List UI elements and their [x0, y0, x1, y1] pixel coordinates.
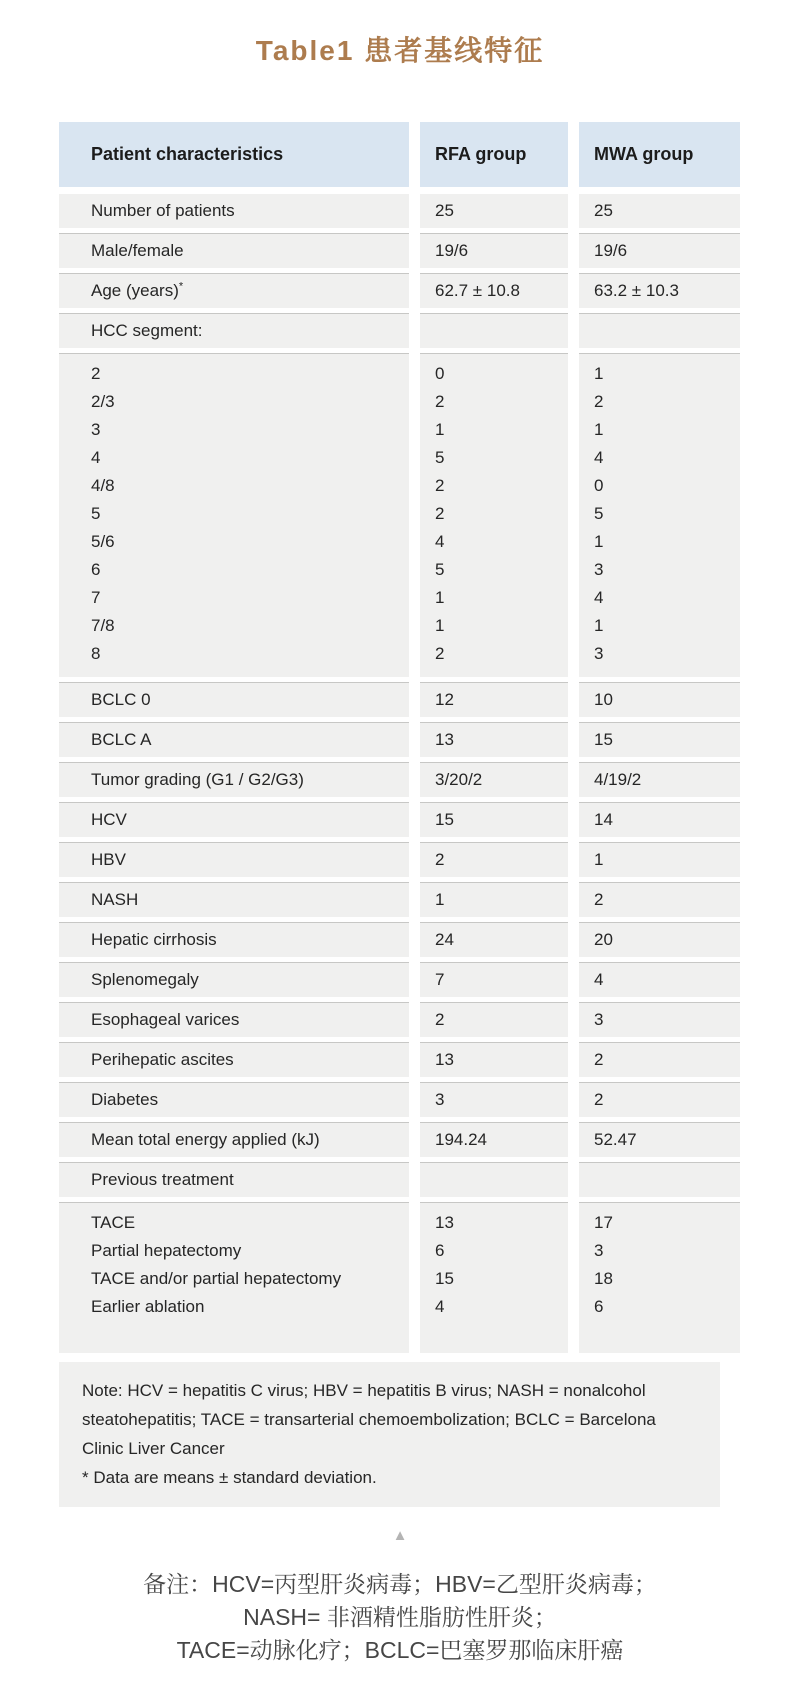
cell-rfa: 3/20/2	[420, 762, 568, 797]
cell-label: HBV	[59, 842, 409, 877]
table-row	[59, 273, 740, 308]
cell-label: BCLC A	[59, 722, 409, 757]
cell-label: Number of patients	[59, 194, 409, 228]
table-row	[59, 1122, 740, 1157]
cell-mwa: 19/6	[579, 233, 740, 268]
cell-line: 6	[594, 1297, 604, 1316]
cell-label: Perihepatic ascites	[59, 1042, 409, 1077]
cell-line: TACE and/or partial hepatectomy	[91, 1269, 342, 1288]
cell-line: 1	[594, 616, 604, 635]
footnote-line: Clinic Liver Cancer	[82, 1439, 225, 1458]
cell-mwa	[579, 1162, 740, 1197]
cell-mwa: 20	[579, 922, 740, 957]
cell-line: 0	[435, 364, 445, 383]
cell-line: 2	[435, 504, 445, 523]
cell-mwa: 4	[579, 962, 740, 997]
table-row	[59, 1002, 740, 1037]
table-row	[59, 802, 740, 837]
cell-line: Partial hepatectomy	[91, 1241, 242, 1260]
cell-label: NASH	[59, 882, 409, 917]
cell-line: 2	[594, 392, 604, 411]
chinese-caption	[0, 1568, 800, 1667]
patient-characteristics-table	[59, 122, 740, 1353]
cell-label	[59, 1202, 409, 1353]
cell-line: 17	[594, 1213, 613, 1232]
cell-label: HCC segment:	[59, 313, 409, 348]
cell-line: 4	[594, 588, 604, 607]
cell-label: Tumor grading (G1 / G2/G3)	[59, 762, 409, 797]
footnote-block	[59, 1362, 720, 1507]
table-row	[59, 922, 740, 957]
cell-rfa: 25	[420, 194, 568, 228]
cell-mwa	[579, 1202, 740, 1353]
table-row	[59, 1202, 740, 1353]
cell-line: 5	[594, 504, 604, 523]
cell-mwa: 3	[579, 1002, 740, 1037]
cell-label: Mean total energy applied (kJ)	[59, 1122, 409, 1157]
cell-line: 3	[594, 644, 604, 663]
table-row	[59, 233, 740, 268]
cell-mwa: 63.2 ± 10.3	[579, 273, 740, 308]
cell-line: 13	[435, 1213, 454, 1232]
cell-line: 4	[435, 532, 445, 551]
cell-line: 6	[91, 560, 101, 579]
cell-line: 1	[435, 588, 445, 607]
cell-line: 1	[594, 532, 604, 551]
cell-rfa: 19/6	[420, 233, 568, 268]
table-row	[59, 1082, 740, 1117]
footnote-line: Note: HCV = hepatitis C virus; HBV = hepatitis B virus; NASH = nonalcohol	[82, 1381, 646, 1400]
caption-line: TACE=动脉化疗；BCLC=巴塞罗那临床肝癌	[176, 1637, 624, 1663]
table-row	[59, 842, 740, 877]
cell-line: 7	[91, 588, 101, 607]
cell-line: 5	[91, 504, 101, 523]
table-row	[59, 353, 740, 677]
footnote-line: steatohepatitis; TACE = transarterial chemoembolization; BCLC = Barcelona	[82, 1410, 656, 1429]
cell-line: 3	[91, 420, 101, 439]
cell-line: TACE	[91, 1213, 136, 1232]
cell-mwa	[579, 353, 740, 677]
header-patient-characteristics: Patient characteristics	[59, 122, 409, 187]
cell-line: 4/8	[91, 476, 115, 495]
cell-label: Splenomegaly	[59, 962, 409, 997]
cell-mwa: 10	[579, 682, 740, 717]
cell-rfa: 62.7 ± 10.8	[420, 273, 568, 308]
cell-rfa: 3	[420, 1082, 568, 1117]
table-body	[59, 194, 740, 1353]
header-rfa-group: RFA group	[420, 122, 568, 187]
cell-line: 2/3	[91, 392, 115, 411]
cell-line: 1	[435, 616, 445, 635]
cell-label: Male/female	[59, 233, 409, 268]
cell-line: 2	[435, 476, 445, 495]
table-header-row	[59, 122, 740, 187]
table-row	[59, 722, 740, 757]
table-title: Table1 患者基线特征	[255, 35, 545, 66]
table-row	[59, 962, 740, 997]
cell-line: 4	[435, 1297, 445, 1316]
cell-rfa: 2	[420, 1002, 568, 1037]
cell-line: 15	[435, 1269, 454, 1288]
header-mwa-group: MWA group	[579, 122, 740, 187]
cell-rfa	[420, 313, 568, 348]
cell-line: 4	[91, 448, 101, 467]
cell-mwa	[579, 313, 740, 348]
table-row	[59, 313, 740, 348]
cell-label: Previous treatment	[59, 1162, 409, 1197]
cell-rfa	[420, 353, 568, 677]
cell-line: 4	[594, 448, 604, 467]
cell-label: Esophageal varices	[59, 1002, 409, 1037]
cell-line: 3	[594, 1241, 604, 1260]
caption-line: 备注：HCV=丙型肝炎病毒；HBV=乙型肝炎病毒；	[143, 1571, 657, 1597]
table-row	[59, 194, 740, 228]
cell-line: 3	[594, 560, 604, 579]
cell-line: 5	[435, 448, 445, 467]
cell-line: 1	[594, 420, 604, 439]
cell-rfa: 13	[420, 722, 568, 757]
cell-line: 6	[435, 1241, 445, 1260]
cell-mwa: 15	[579, 722, 740, 757]
cell-mwa: 25	[579, 194, 740, 228]
cell-line: 1	[435, 420, 445, 439]
cell-label	[59, 353, 409, 677]
cell-label: BCLC 0	[59, 682, 409, 717]
cell-rfa: 24	[420, 922, 568, 957]
table-row	[59, 882, 740, 917]
cell-rfa: 194.24	[420, 1122, 568, 1157]
caption-line: NASH= 非酒精性脂肪性肝炎；	[243, 1604, 557, 1630]
cell-rfa	[420, 1162, 568, 1197]
triangle-up-icon: ▲	[392, 1527, 408, 1544]
cell-label: HCV	[59, 802, 409, 837]
table-row	[59, 1042, 740, 1077]
cell-line: 2	[435, 392, 445, 411]
cell-line: 2	[91, 364, 101, 383]
cell-line: 5/6	[91, 532, 115, 551]
cell-mwa: 2	[579, 882, 740, 917]
table-row	[59, 682, 740, 717]
cell-line: 18	[594, 1269, 613, 1288]
cell-line: 7/8	[91, 616, 115, 635]
cell-label: Hepatic cirrhosis	[59, 922, 409, 957]
cell-mwa: 4/19/2	[579, 762, 740, 797]
cell-mwa: 14	[579, 802, 740, 837]
table-row	[59, 762, 740, 797]
cell-line: 0	[594, 476, 604, 495]
cell-rfa: 2	[420, 842, 568, 877]
cell-line: 2	[435, 644, 445, 663]
cell-label: Diabetes	[59, 1082, 409, 1117]
cell-line: 8	[91, 644, 101, 663]
cell-mwa: 1	[579, 842, 740, 877]
cell-mwa: 2	[579, 1042, 740, 1077]
table-row	[59, 1162, 740, 1197]
cell-rfa: 15	[420, 802, 568, 837]
cell-line: 1	[594, 364, 604, 383]
cell-rfa	[420, 1202, 568, 1353]
footnote-line: * Data are means ± standard deviation.	[82, 1468, 377, 1487]
cell-rfa: 1	[420, 882, 568, 917]
cell-label: Age (years)*	[59, 273, 409, 308]
cell-rfa: 7	[420, 962, 568, 997]
cell-mwa: 2	[579, 1082, 740, 1117]
cell-line: Earlier ablation	[91, 1297, 205, 1316]
footnote-marker: *	[178, 280, 184, 293]
cell-mwa: 52.47	[579, 1122, 740, 1157]
cell-rfa: 13	[420, 1042, 568, 1077]
cell-rfa: 12	[420, 682, 568, 717]
cell-line: 5	[435, 560, 445, 579]
